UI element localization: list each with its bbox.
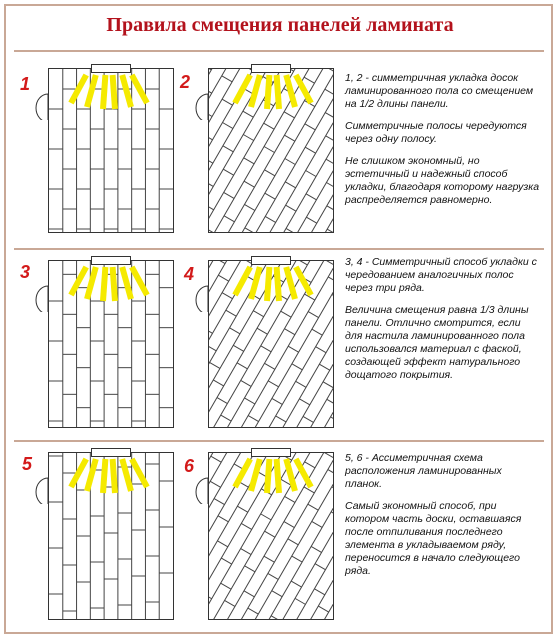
sunlight-ray <box>286 75 295 107</box>
plank-joint <box>265 193 275 199</box>
floor-plan-1 <box>48 68 174 233</box>
plank-joint <box>244 158 254 164</box>
plank-joint <box>328 470 333 476</box>
plank-joint <box>209 593 212 599</box>
plank-joint <box>268 381 278 387</box>
plank-joint <box>257 328 267 334</box>
plank-joint <box>312 521 322 527</box>
plank-joint <box>222 76 232 82</box>
description-3-4 <box>345 256 540 391</box>
plank-joint <box>223 146 233 152</box>
sunlight-ray <box>103 75 105 109</box>
floor-plan-4 <box>208 260 334 428</box>
plank-joint <box>292 556 302 562</box>
window-icon <box>91 64 131 73</box>
floor-plan-5 <box>48 452 174 620</box>
door-icon <box>34 476 48 504</box>
plank-joint <box>324 261 333 265</box>
panel-number-4: 4 <box>184 264 195 284</box>
plank-joint <box>224 216 234 222</box>
plank-joint <box>324 453 333 458</box>
plank-pattern <box>49 453 173 619</box>
floor-plan-6 <box>208 452 334 620</box>
sunlight-ray <box>87 267 96 299</box>
plank-joint <box>312 329 322 335</box>
plank-joint <box>332 294 333 300</box>
sunlight-ray <box>267 267 269 301</box>
plank-edge <box>209 261 251 413</box>
page-title: Правила смещения панелей ламината <box>106 14 454 36</box>
sunlight-ray <box>122 459 131 491</box>
plank-pattern <box>49 69 173 232</box>
plank-joint <box>325 113 333 119</box>
plank-joint <box>286 228 296 232</box>
plank-joint <box>226 310 236 316</box>
plank-joint <box>221 558 231 564</box>
plank-joint <box>209 345 216 351</box>
plank-joint <box>292 364 302 370</box>
plank-edge <box>308 285 333 427</box>
plank-joint <box>222 99 232 105</box>
plank-edge <box>209 453 251 605</box>
door-icon <box>34 92 48 120</box>
plank-joint <box>217 541 227 547</box>
plank-joint <box>241 523 251 529</box>
sunlight-ray <box>113 267 115 301</box>
plank-joint <box>281 311 291 317</box>
plank-joint <box>324 69 333 72</box>
plank-joint <box>213 380 223 386</box>
plank-joint <box>261 514 271 520</box>
plank-joint <box>285 182 295 188</box>
description-1-2-p3: Не слишком экономный, но эстетичный и надежный способ укладки, благодаря которому нагрузка распределяется равномерно. <box>345 155 540 206</box>
plank-joint <box>222 293 232 299</box>
plank-joint <box>243 135 253 141</box>
plank-joint <box>233 345 243 351</box>
plank-joint <box>248 608 258 614</box>
plank-joint <box>286 205 296 211</box>
plank-joint <box>327 206 333 212</box>
plank-joint <box>209 204 214 210</box>
plank-joint <box>210 481 220 487</box>
door-icon <box>34 284 48 312</box>
plank-joint <box>308 312 318 318</box>
plank-joint <box>209 134 213 140</box>
plank-joint <box>264 556 274 562</box>
panel-number-1: 1 <box>20 74 31 94</box>
plank-joint <box>303 416 313 422</box>
plank-joint <box>218 516 228 522</box>
plank-joint <box>237 363 247 369</box>
plank-joint <box>276 416 286 422</box>
panel-number-2: 2 <box>180 72 191 92</box>
door-icon <box>194 92 208 120</box>
plank-joint <box>244 181 254 187</box>
plank-joint <box>243 111 253 117</box>
panel-number-6: 6 <box>184 456 195 476</box>
window-icon <box>251 64 291 73</box>
plank-joint <box>209 618 211 619</box>
plank-joint <box>244 591 254 597</box>
description-3-4-p2: Величина смещения равна 1/3 длины панели. Отлично смотрится, если для настила ламинированного пола использовался материал с фаской, создающей эффект натурального дощатого покрытия. <box>345 304 529 381</box>
sunlight-ray <box>251 267 260 299</box>
row-divider-2 <box>14 440 544 442</box>
plank-joint <box>221 583 231 589</box>
sunlight-ray <box>235 267 250 295</box>
plank-joint <box>315 564 325 570</box>
plank-joint <box>248 416 258 422</box>
plank-joint <box>311 546 321 552</box>
plank-joint <box>284 135 294 141</box>
plank-joint <box>305 147 315 153</box>
plank-joint <box>211 456 221 462</box>
plank-pattern <box>209 453 333 619</box>
plank-edge <box>319 97 333 232</box>
plank-pattern <box>49 261 173 427</box>
sunlight-ray <box>113 75 115 109</box>
plank-joint <box>326 159 333 165</box>
plank-joint <box>264 123 274 129</box>
plank-joint <box>295 598 305 604</box>
sunlight-ray <box>122 75 131 107</box>
plank-joint <box>326 183 333 189</box>
window-icon <box>251 448 291 457</box>
description-1-2 <box>345 72 540 216</box>
plank-joint <box>328 277 333 283</box>
plank-joint <box>288 346 298 352</box>
plank-joint <box>209 87 212 93</box>
plank-joint <box>331 417 333 423</box>
plank-joint <box>265 216 275 222</box>
sunlight-ray <box>267 459 269 493</box>
plank-joint <box>285 159 295 165</box>
floor-plan-2 <box>208 68 334 233</box>
plank-edge <box>215 69 333 232</box>
plank-joint <box>209 180 213 186</box>
plank-joint <box>296 381 306 387</box>
plank-joint <box>299 399 309 405</box>
description-1-2-p1: 1, 2 - симметричная укладка досок ламинированного пола со смещением на 1/2 длины панели. <box>345 72 534 110</box>
plank-joint <box>323 382 333 388</box>
plank-joint <box>223 169 233 175</box>
sunlight-ray <box>132 459 147 487</box>
plank-joint <box>308 504 318 510</box>
plank-joint <box>297 261 307 265</box>
door-icon <box>194 476 208 504</box>
window-icon <box>251 256 291 265</box>
plank-joint <box>210 362 220 368</box>
plank-edge <box>308 477 333 619</box>
plank-edge <box>209 69 241 214</box>
description-3-4-p1: 3, 4 - Симметричный способ укладки с чередованием аналогичных полос через три ряда. <box>345 256 537 294</box>
sunlight-ray <box>71 267 86 295</box>
sunlight-ray <box>132 75 147 103</box>
plank-joint <box>272 591 282 597</box>
plank-joint <box>327 399 333 405</box>
plank-joint <box>264 147 274 153</box>
plank-joint <box>316 347 326 353</box>
sunlight-ray <box>235 75 250 103</box>
plank-joint <box>268 573 278 579</box>
sunlight-ray <box>113 459 115 493</box>
plank-joint <box>209 327 213 333</box>
plank-joint <box>253 311 263 317</box>
sunlight-ray <box>277 459 279 493</box>
plank-joint <box>285 496 295 502</box>
plank-joint <box>265 531 275 537</box>
plank-joint <box>244 398 254 404</box>
plank-joint <box>218 275 228 281</box>
plank-joint <box>291 581 301 587</box>
plank-joint <box>261 346 271 352</box>
sunlight-ray <box>87 75 96 107</box>
plank-joint <box>325 89 333 95</box>
plank-edge <box>319 291 333 427</box>
sunlight-ray <box>103 267 105 301</box>
plank-joint <box>319 364 329 370</box>
plank-joint <box>305 462 315 468</box>
plank-joint <box>264 170 274 176</box>
plank-pattern <box>209 261 333 427</box>
plank-edge <box>215 261 333 427</box>
plank-joint <box>288 539 298 545</box>
plank-edge <box>209 69 251 220</box>
plank-joint <box>284 112 294 118</box>
plank-joint <box>331 512 333 518</box>
plank-joint <box>305 124 315 130</box>
sunlight-ray <box>251 459 260 491</box>
plank-pattern <box>209 69 333 232</box>
plank-joint <box>304 77 314 83</box>
plank-joint <box>209 227 214 232</box>
sunlight-ray <box>235 459 250 487</box>
window-icon <box>91 448 131 457</box>
sunlight-ray <box>277 267 279 301</box>
plank-joint <box>225 600 235 606</box>
description-5-6-p2: Самый экономный способ, при котором часть доски, оставшаяся после отпиливания последнего элемента в укладываемом ряду, переносится в начало следующего ряда. <box>345 500 522 577</box>
plank-joint <box>314 589 324 595</box>
plank-joint <box>272 398 282 404</box>
sunlight-ray <box>286 267 295 299</box>
plank-joint <box>318 606 328 612</box>
plank-joint <box>271 616 281 619</box>
plank-joint <box>224 192 234 198</box>
plank-edge <box>319 483 333 619</box>
description-5-6 <box>345 452 540 587</box>
panel-number-3: 3 <box>20 262 31 282</box>
plank-joint <box>245 228 255 232</box>
plank-joint <box>241 549 251 555</box>
row-divider-1 <box>14 248 544 250</box>
plank-joint <box>209 111 212 117</box>
panel-number-5: 5 <box>22 454 33 474</box>
door-icon <box>194 284 208 312</box>
sunlight-ray <box>286 459 295 491</box>
plank-joint <box>223 123 233 129</box>
sunlight-ray <box>277 75 279 109</box>
plank-joint <box>214 499 224 505</box>
plank-joint <box>326 136 333 142</box>
title-divider <box>14 50 544 52</box>
sunlight-ray <box>132 267 147 295</box>
plank-joint <box>221 415 231 421</box>
plank-joint <box>241 380 251 386</box>
plank-joint <box>332 487 333 493</box>
plank-joint <box>230 328 240 334</box>
plank-joint <box>209 157 213 163</box>
description-1-2-p2: Симметричные полосы чередуются через одну полосу. <box>345 120 527 145</box>
floor-plan-3 <box>48 260 174 428</box>
description-5-6-p1: 5, 6 - Ассиметричная схема расположения ламинированных планок. <box>345 452 502 490</box>
sunlight-ray <box>267 75 269 109</box>
sunlight-ray <box>122 267 131 299</box>
sunlight-ray <box>103 459 105 493</box>
plank-joint <box>215 261 225 264</box>
plank-joint <box>264 363 274 369</box>
plank-edge <box>236 261 333 427</box>
plank-joint <box>306 194 316 200</box>
plank-joint <box>284 329 294 335</box>
sunlight-ray <box>87 459 96 491</box>
plank-joint <box>245 566 255 572</box>
sunlight-ray <box>251 75 260 107</box>
plank-joint <box>306 171 316 177</box>
plank-joint <box>327 229 333 232</box>
plank-joint <box>237 506 247 512</box>
plank-joint <box>284 522 294 528</box>
plank-joint <box>244 204 254 210</box>
plank-joint <box>217 398 227 404</box>
window-icon <box>91 256 131 265</box>
plank-joint <box>306 217 316 223</box>
